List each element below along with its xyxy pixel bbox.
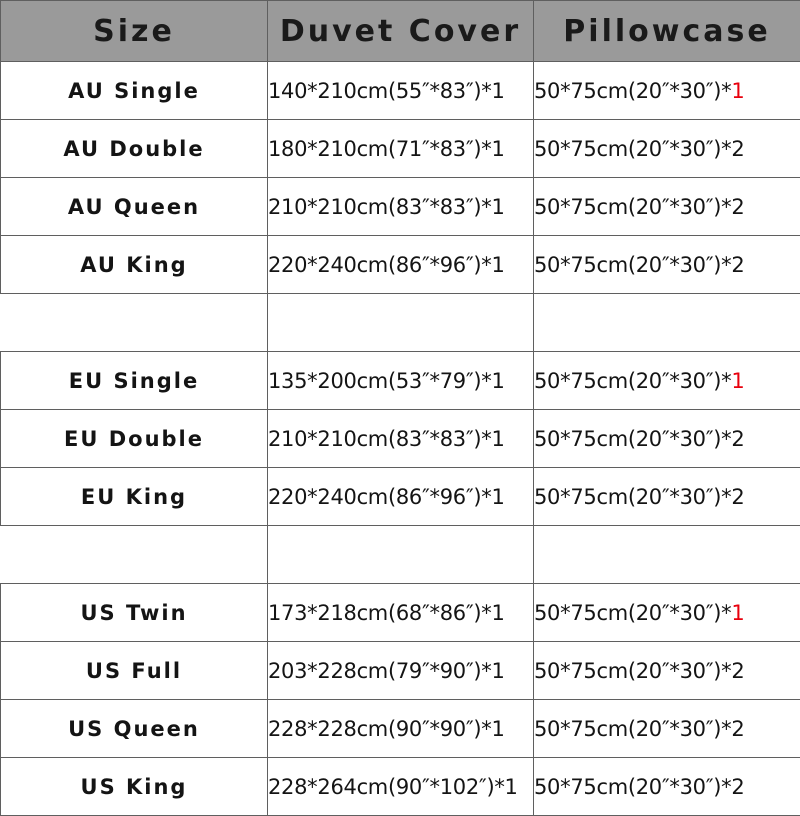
pillowcase-dimensions: 50*75cm(20″*30″)* [534, 253, 731, 277]
table-spacer-row [1, 294, 800, 352]
table-row [1, 236, 800, 294]
spacer-cell-duvet [268, 526, 534, 584]
column-header-pillowcase: Pillowcase [534, 1, 800, 62]
cell-size: US King [1, 758, 268, 816]
spacer-cell-pillow [534, 526, 800, 584]
table-row [1, 62, 800, 120]
pillowcase-dimensions: 50*75cm(20″*30″)* [534, 717, 731, 741]
spacer-cell-duvet [268, 294, 534, 352]
cell-duvet-cover: 173*218cm(68″*86″)*1 [268, 584, 534, 642]
cell-size: AU Double [1, 120, 268, 178]
table-row [1, 178, 800, 236]
cell-pillowcase [534, 758, 800, 816]
pillowcase-dimensions: 50*75cm(20″*30″)* [534, 427, 731, 451]
cell-size: EU King [1, 468, 268, 526]
pillowcase-quantity: 2 [731, 253, 744, 277]
cell-size: AU Single [1, 62, 268, 120]
table-row [1, 758, 800, 816]
table-row [1, 642, 800, 700]
cell-pillowcase [534, 352, 800, 410]
pillowcase-quantity: 1 [731, 601, 744, 625]
cell-size: AU Queen [1, 178, 268, 236]
cell-size: AU King [1, 236, 268, 294]
cell-size: US Full [1, 642, 268, 700]
pillowcase-dimensions: 50*75cm(20″*30″)* [534, 79, 731, 103]
pillowcase-quantity: 2 [731, 659, 744, 683]
cell-duvet-cover: 228*264cm(90″*102″)*1 [268, 758, 534, 816]
table-row [1, 584, 800, 642]
pillowcase-quantity: 2 [731, 775, 744, 799]
cell-duvet-cover: 220*240cm(86″*96″)*1 [268, 236, 534, 294]
cell-duvet-cover: 135*200cm(53″*79″)*1 [268, 352, 534, 410]
pillowcase-quantity: 1 [731, 79, 744, 103]
cell-duvet-cover: 210*210cm(83″*83″)*1 [268, 178, 534, 236]
cell-pillowcase [534, 236, 800, 294]
pillowcase-dimensions: 50*75cm(20″*30″)* [534, 775, 731, 799]
pillowcase-quantity: 2 [731, 717, 744, 741]
cell-size: EU Single [1, 352, 268, 410]
pillowcase-dimensions: 50*75cm(20″*30″)* [534, 369, 731, 393]
pillowcase-quantity: 2 [731, 195, 744, 219]
cell-duvet-cover: 210*210cm(83″*83″)*1 [268, 410, 534, 468]
table-row [1, 700, 800, 758]
cell-pillowcase [534, 642, 800, 700]
pillowcase-quantity: 1 [731, 369, 744, 393]
cell-pillowcase [534, 62, 800, 120]
pillowcase-quantity: 2 [731, 427, 744, 451]
cell-size: EU Double [1, 410, 268, 468]
cell-duvet-cover: 220*240cm(86″*96″)*1 [268, 468, 534, 526]
table-head [1, 1, 800, 62]
table-row [1, 352, 800, 410]
pillowcase-quantity: 2 [731, 485, 744, 509]
pillowcase-dimensions: 50*75cm(20″*30″)* [534, 659, 731, 683]
table-body [1, 62, 800, 816]
pillowcase-quantity: 2 [731, 137, 744, 161]
cell-duvet-cover: 140*210cm(55″*83″)*1 [268, 62, 534, 120]
cell-pillowcase [534, 584, 800, 642]
column-header-size: Size [1, 1, 268, 62]
pillowcase-dimensions: 50*75cm(20″*30″)* [534, 485, 731, 509]
cell-pillowcase [534, 410, 800, 468]
pillowcase-dimensions: 50*75cm(20″*30″)* [534, 137, 731, 161]
spacer-cell-size [1, 294, 268, 352]
table-spacer-row [1, 526, 800, 584]
cell-size: US Queen [1, 700, 268, 758]
column-header-duvet-cover: Duvet Cover [268, 1, 534, 62]
table-row [1, 120, 800, 178]
cell-duvet-cover: 180*210cm(71″*83″)*1 [268, 120, 534, 178]
cell-pillowcase [534, 120, 800, 178]
table-row [1, 410, 800, 468]
cell-pillowcase [534, 178, 800, 236]
pillowcase-dimensions: 50*75cm(20″*30″)* [534, 601, 731, 625]
cell-duvet-cover: 228*228cm(90″*90″)*1 [268, 700, 534, 758]
cell-duvet-cover: 203*228cm(79″*90″)*1 [268, 642, 534, 700]
cell-size: US Twin [1, 584, 268, 642]
table-row [1, 468, 800, 526]
table-header-row [1, 1, 800, 62]
pillowcase-dimensions: 50*75cm(20″*30″)* [534, 195, 731, 219]
cell-pillowcase [534, 468, 800, 526]
spacer-cell-pillow [534, 294, 800, 352]
cell-pillowcase [534, 700, 800, 758]
spacer-cell-size [1, 526, 268, 584]
